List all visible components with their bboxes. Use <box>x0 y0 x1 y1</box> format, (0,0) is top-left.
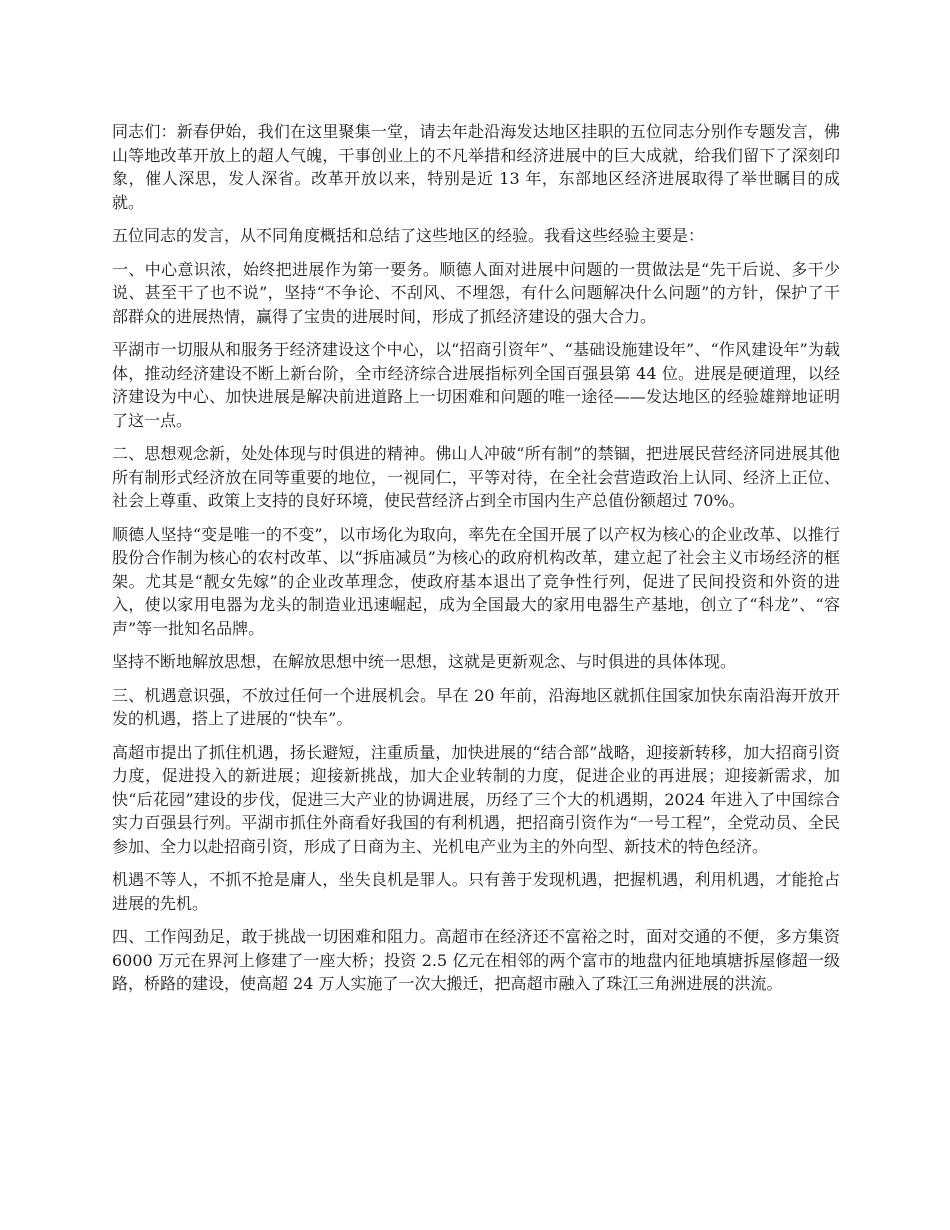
paragraph-emancipate-mind: 坚持不断地解放思想，在解放思想中统一思想，这就是更新观念、与时俱进的具体体现。 <box>112 652 737 671</box>
paragraph-point-one: 一、中心意识浓，始终把进展作为第一要务。顺德人面对进展中问题的一贯做法是“先干后说、多干少说、甚至干了也不说”，坚持“不争论、不刮风、不埋怨，有什么问题解决什么问题”的方针，保护了干部群众的进展热情，赢得了宝贵的进展时间，形成了抓经济建设的强大合力。 <box>112 259 840 326</box>
paragraph-summary-intro: 五位同志的发言，从不同角度概括和总结了这些地区的经验。我看这些经验主要是： <box>112 226 705 245</box>
paragraph-point-two: 二、思想观念新，处处体现与时俱进的精神。佛山人冲破“所有制”的禁锢，把进展民营经济同进展其他所有制形式经济放在同等重要的地位，一视同仁，平等对待，在全社会营造政治上认同、经济上正位、社会上尊重、政策上支持的良好环境，使民营经济占到全市国内生产总值份额超过 70%。 <box>112 444 840 510</box>
paragraph-shunde-reform: 顺德人坚持“变是唯一的不变”，以市场化为取向，率先在全国开展了以产权为核心的企业改革、以推行股份合作制为核心的农村改革、以“拆庙减员”为核心的政府机构改革，建立起了社会主义市场经济的框架。尤其是“靓女先嫁”的企业改革理念，使政府基本退出了竞争性行列，促进了民间投资和外资的进入，使以家用电器为龙头的制造业迅速崛起，成为全国最大的家用电器生产基地，创立了“科龙”、“容声”等一批知名品牌。 <box>112 524 840 638</box>
document-body <box>112 120 840 1006</box>
paragraph-gaochao-strategy: 高超市提出了抓住机遇，扬长避短，注重质量，加快进展的“结合部”战略，迎接新转移，加大招商引资力度，促进投入的新进展；迎接新挑战，加大企业转制的力度，促进企业的再进展；迎接新需求，加快“后花园”建设的步伐，促进三大产业的协调进展，历经了三个大的机遇期，2024 年进入了中国综合实力百强县行列。平湖市抓住外商看好我国的有利机遇，把招商引资作为“一号工程”，全党动员、全民参加、全力以赴招商引资，形成了日商为主、光机电产业为主的外向型、新技术的特色经济。 <box>112 742 840 856</box>
paragraph-point-four: 四、工作闯劲足，敢于挑战一切困难和阻力。高超市在经济还不富裕之时，面对交通的不便，多方集资 6000 万元在界河上修建了一座大桥；投资 2.5 亿元在相邻的两个富市的地盘内征地填塘拆屋修超一级路，桥路的建设，使高超 24 万人实施了一次大搬迁，把高超市融入了珠江三角洲进展的洪流。 <box>112 927 840 993</box>
paragraph-point-three: 三、机遇意识强，不放过任何一个进展机会。早在 20 年前，沿海地区就抓住国家加快东南沿海开放开发的机遇，搭上了进展的“快车”。 <box>112 685 840 728</box>
paragraph-pinghu-example: 平湖市一切服从和服务于经济建设这个中心，以“招商引资年”、“基础设施建设年”、“作风建设年”为载体，推动经济建设不断上新台阶，全市经济综合进展指标列全国百强县第 44 位。进展是硬道理，以经济建设为中心、加快进展是解决前进道路上一切困难和问题的唯一途径——发达地区的经验雄辩地证明了这一点。 <box>112 340 840 430</box>
paragraph-opening: 同志们：新春伊始，我们在这里聚集一堂，请去年赴沿海发达地区挂职的五位同志分别作专题发言，佛山等地改革开放上的超人气魄，干事创业上的不凡举措和经济进展中的巨大成就，给我们留下了深刻印象，催人深思，发人深省。改革开放以来，特别是近 13 年，东部地区经济进展取得了举世瞩目的成就。 <box>112 122 840 212</box>
paragraph-seize-opportunity: 机遇不等人，不抓不抢是庸人，坐失良机是罪人。只有善于发现机遇，把握机遇，利用机遇，才能抢占进展的先机。 <box>112 870 840 913</box>
